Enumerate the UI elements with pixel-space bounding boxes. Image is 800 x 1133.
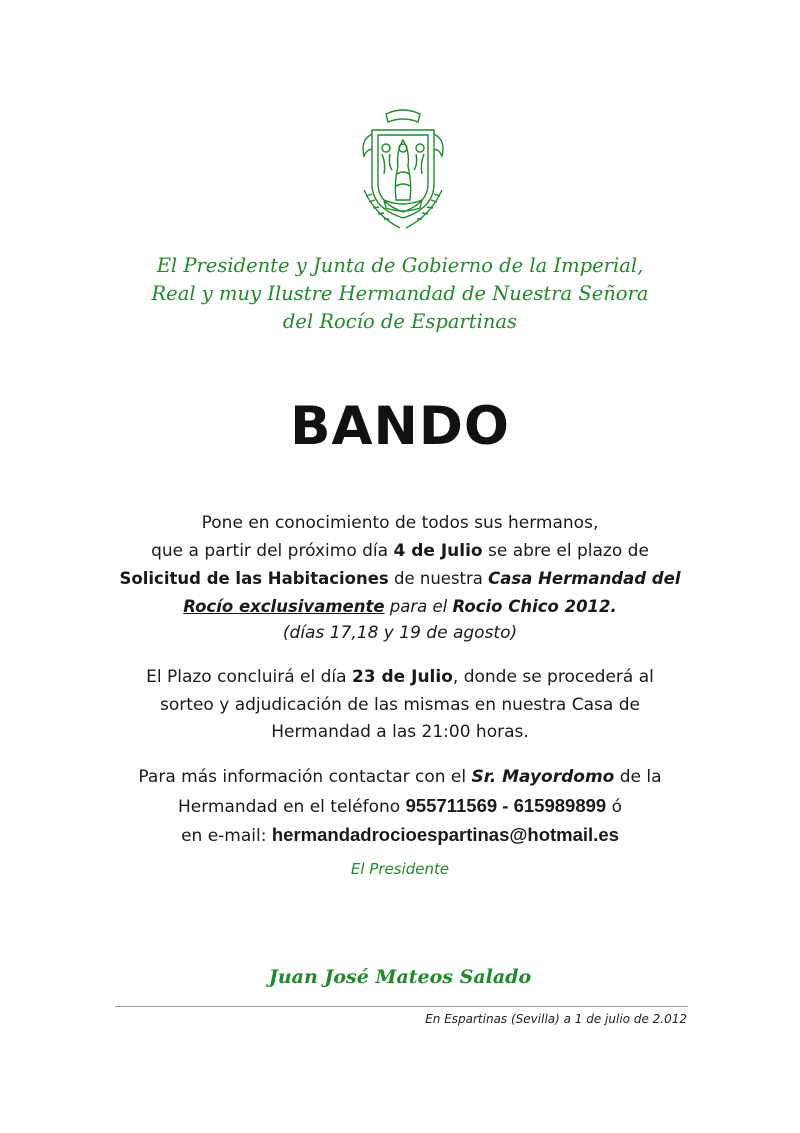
contact-paragraph [0, 764, 800, 851]
phone-numbers: 955711569 - 615989899 [405, 794, 607, 816]
deadline-date: 23 de Julio [351, 667, 453, 687]
footer-divider [115, 1006, 688, 1007]
document-title: BANDO [290, 396, 510, 457]
issuer-header [0, 252, 800, 336]
deadline-paragraph [0, 664, 800, 747]
event-name: Rocio Chico 2012. [452, 596, 617, 616]
start-date: 4 de Julio [393, 540, 483, 561]
crest-emblem [356, 104, 450, 238]
request-subject: Solicitud de las Habitaciones [119, 569, 389, 588]
contact-line-2: Hermandad en el teléfono 955711569 - 615989899 ó [177, 794, 623, 817]
place-and-date: En Espartinas (Sevilla) a 1 de julio de 2.012 [425, 1012, 687, 1026]
exclusivity-note: Rocío exclusivamente [183, 596, 385, 616]
announcement-paragraph [0, 510, 800, 648]
deadline-line-2: sorteo y adjudicación de las mismas en nuestra Casa de [160, 694, 640, 715]
event-dates: (días 17,18 y 19 de agosto) [282, 623, 518, 643]
announcement-line-1: Pone en conocimiento de todos sus hermanos, [201, 513, 599, 533]
announcement-line-2: que a partir del próximo día 4 de Julio se abre el plazo de [151, 540, 649, 561]
deadline-line-3: Hermandad a las 21:00 horas. [271, 722, 529, 742]
announcement-line-3: Solicitud de las Habitaciones de nuestra Casa Hermandad del [119, 569, 681, 588]
signatory-name: Juan José Mateos Salado [268, 966, 532, 988]
contact-role: Sr. Mayordomo [471, 767, 615, 787]
announcement-line-4: Rocío exclusivamente para el Rocio Chico 2012. [183, 596, 617, 616]
contact-line-3: en e-mail: hermandadrocioespartinas@hotmail.es [181, 824, 619, 846]
contact-line-1: Para más información contactar con el Sr. Mayordomo de la [138, 767, 662, 787]
contact-email: hermandadrocioespartinas@hotmail.es [271, 824, 619, 845]
issuer-line-3: del Rocío de Espartinas [282, 310, 518, 333]
venue-name: Casa Hermandad del [488, 569, 681, 588]
deadline-line-1: El Plazo concluirá el día 23 de Julio, donde se procederá al [146, 667, 654, 687]
issuer-line-1: El Presidente y Junta de Gobierno de la Imperial, [156, 254, 644, 277]
signatory-role: El Presidente [350, 860, 450, 878]
issuer-line-2: Real y muy Ilustre Hermandad de Nuestra Señora [151, 282, 649, 305]
